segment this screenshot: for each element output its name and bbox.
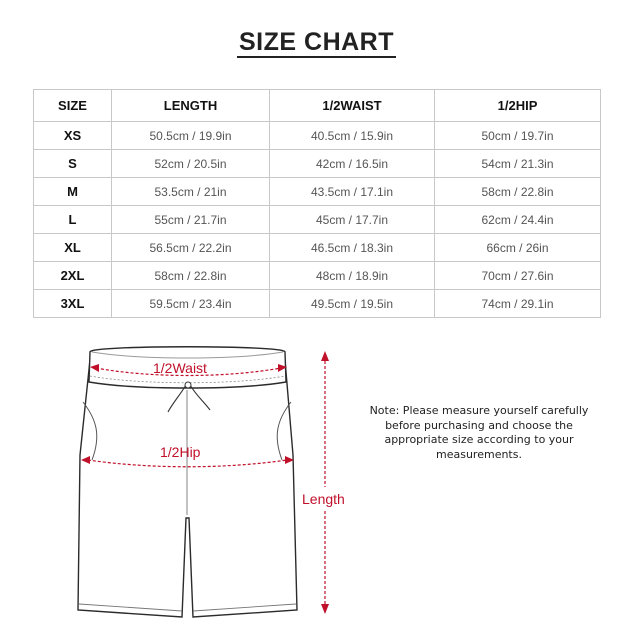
size-cell: 3XL	[34, 290, 112, 318]
hip-cell: 54cm / 21.3in	[435, 150, 601, 178]
waist-cell: 49.5cm / 19.5in	[270, 290, 435, 318]
waist-cell: 45cm / 17.7in	[270, 206, 435, 234]
size-cell: XS	[34, 122, 112, 150]
waist-cell: 48cm / 18.9in	[270, 262, 435, 290]
waist-cell: 43.5cm / 17.1in	[270, 178, 435, 206]
size-cell: M	[34, 178, 112, 206]
size-chart-title	[0, 28, 633, 58]
hip-cell: 62cm / 24.4in	[435, 206, 601, 234]
size-cell: L	[34, 206, 112, 234]
length-label: Length	[302, 491, 345, 507]
size-table	[33, 89, 601, 318]
length-cell: 56.5cm / 22.2in	[112, 234, 270, 262]
header-half-waist: 1/2WAIST	[270, 90, 435, 122]
length-cell: 59.5cm / 23.4in	[112, 290, 270, 318]
hip-cell: 50cm / 19.7in	[435, 122, 601, 150]
waist-label: 1/2Waist	[153, 360, 207, 376]
table-row	[34, 234, 601, 262]
length-cell: 52cm / 20.5in	[112, 150, 270, 178]
length-cell: 58cm / 22.8in	[112, 262, 270, 290]
hip-cell: 74cm / 29.1in	[435, 290, 601, 318]
header-half-hip: 1/2HIP	[435, 90, 601, 122]
table-row	[34, 150, 601, 178]
drawstring-knot	[185, 382, 191, 388]
size-cell: S	[34, 150, 112, 178]
header-size: SIZE	[34, 90, 112, 122]
shorts-illustration	[78, 347, 297, 617]
table-row	[34, 290, 601, 318]
waist-cell: 42cm / 16.5in	[270, 150, 435, 178]
hip-cell: 66cm / 26in	[435, 234, 601, 262]
table-row	[34, 262, 601, 290]
length-cell: 55cm / 21.7in	[112, 206, 270, 234]
table-row	[34, 178, 601, 206]
hip-cell: 58cm / 22.8in	[435, 178, 601, 206]
table-row	[34, 122, 601, 150]
length-cell: 50.5cm / 19.9in	[112, 122, 270, 150]
header-length: LENGTH	[112, 90, 270, 122]
length-cell: 53.5cm / 21in	[112, 178, 270, 206]
size-chart-title-text: SIZE CHART	[239, 28, 394, 56]
table-row	[34, 206, 601, 234]
hip-cell: 70cm / 27.6in	[435, 262, 601, 290]
waist-cell: 40.5cm / 15.9in	[270, 122, 435, 150]
measurement-note: Note: Please measure yourself carefully before purchasing and choose the appropriate size according to your measurements.	[369, 404, 589, 461]
hip-label: 1/2Hip	[160, 444, 201, 460]
shorts-measurement-diagram	[0, 340, 633, 633]
waist-cell: 46.5cm / 18.3in	[270, 234, 435, 262]
length-measure-line	[300, 351, 352, 614]
shorts-body-outline	[78, 360, 297, 617]
size-table-header-row	[34, 90, 601, 122]
size-cell: 2XL	[34, 262, 112, 290]
size-cell: XL	[34, 234, 112, 262]
